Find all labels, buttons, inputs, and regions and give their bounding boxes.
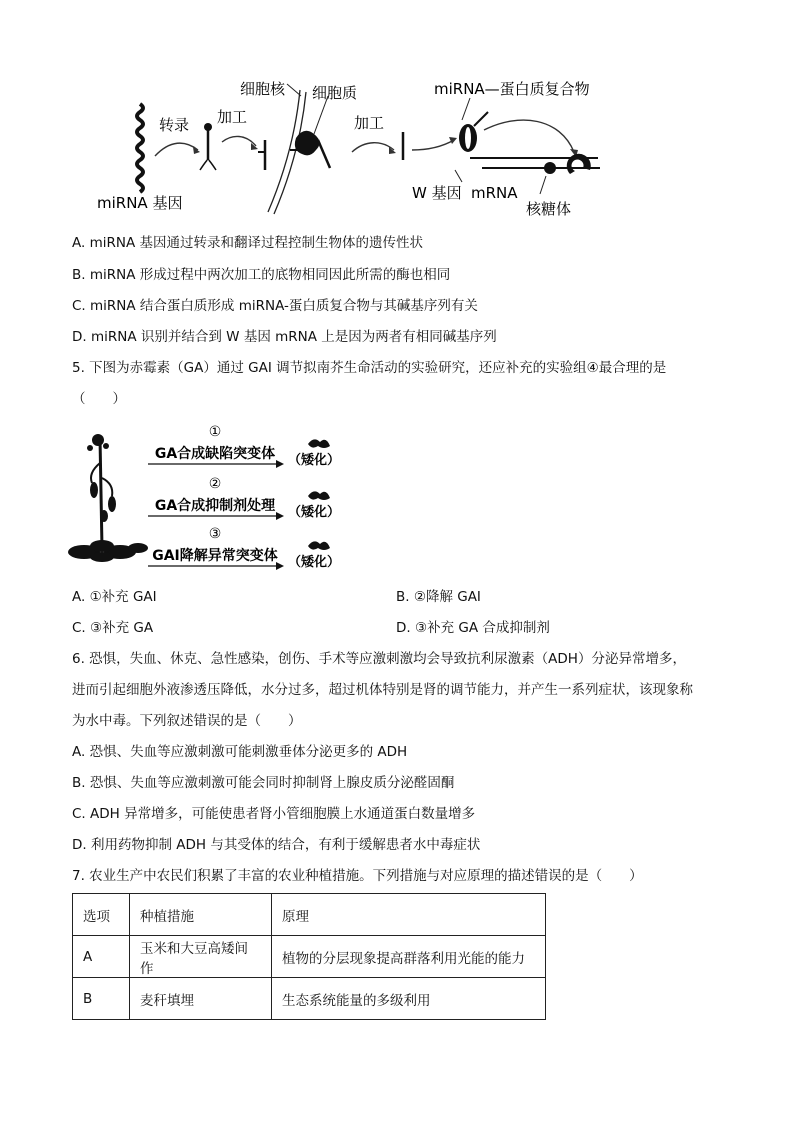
processing-label-2: 加工 xyxy=(354,114,385,132)
nucleus-pointer xyxy=(287,84,301,96)
ribosome-pointer xyxy=(540,176,546,194)
q5-option-d: D. ③补充 GA 合成抑制剂 xyxy=(396,620,550,636)
nucleus-label: 细胞核 xyxy=(240,80,286,98)
q5-option-b: B. ②降解 GAI xyxy=(396,589,481,605)
w-gene-pointer xyxy=(455,170,462,182)
cell-option: B xyxy=(73,978,130,1020)
processing-label-1: 加工 xyxy=(217,108,248,126)
cell-principle: 生态系统能量的多级利用 xyxy=(272,978,546,1020)
q6-stem-line1: 6. 恐惧，失血、休克、急性感染，创伤、手术等应激刺激均会导致抗利尿激素（ADH）分泌异常增多， xyxy=(72,651,686,667)
table-row xyxy=(73,978,546,1020)
dwarf-plant-icon-1 xyxy=(308,439,330,448)
q6-option-b: B. 恐惧、失血等应激刺激可能会同时抑制肾上腺皮质分泌醛固酮 xyxy=(72,775,455,791)
q6-option-c: C. ADH 异常增多，可能使患者肾小管细胞膜上水通道蛋白数量增多 xyxy=(72,806,476,822)
group-2-number: ② xyxy=(208,476,222,492)
q6-option-d: D. 利用药物抑制 ADH 与其受体的结合，有利于缓解患者水中毒症状 xyxy=(72,837,481,853)
transcription-label: 转录 xyxy=(159,116,190,134)
dwarf-plant-icon-3 xyxy=(308,541,330,550)
q5-option-a: A. ①补充 GAI xyxy=(72,589,157,605)
q5-stem-line2: （ ） xyxy=(72,391,126,407)
result-2-label: （矮化） xyxy=(287,505,341,520)
binding-arrow xyxy=(484,120,574,152)
header-option: 选项 xyxy=(73,894,130,936)
q7-stem: 7. 农业生产中农民们积累了丰富的农业种植措施。下列措施与对应原理的描述错误的是（ ） xyxy=(72,868,643,884)
header-measure: 种植措施 xyxy=(130,894,272,936)
q4-option-b: B. miRNA 形成过程中两次加工的底物相同因此所需的酶也相同 xyxy=(72,267,451,283)
result-3-label: （矮化） xyxy=(287,555,341,570)
table-row xyxy=(73,936,546,978)
pre-mirna-icon xyxy=(258,140,266,170)
processing-arrow-2 xyxy=(352,143,394,152)
processing-arrow-1 xyxy=(222,136,256,146)
group-2-label: GA合成抑制剂处理 xyxy=(154,498,276,514)
group-3-number: ③ xyxy=(208,526,222,542)
q6-stem-line2: 进而引起细胞外液渗透压降低，水分过多，超过机体特别是肾的调节能力，并产生一系列症状，该现象称 xyxy=(72,682,693,698)
complex-label: miRNA—蛋白质复合物 xyxy=(434,80,590,98)
mirna-gene-dna-icon xyxy=(137,104,143,192)
arabidopsis-plant-icon xyxy=(68,434,148,562)
group-3-label: GAI降解异常突变体 xyxy=(152,548,278,564)
q4-option-c: C. miRNA 结合蛋白质形成 miRNA-蛋白质复合物与其碱基序列有关 xyxy=(72,298,478,314)
q5-stem-line1: 5. 下图为赤霉素（GA）通过 GAI 调节拟南芥生命活动的实验研究，还应补充的实验组④最合理的是 xyxy=(72,360,667,376)
ribosome-icon xyxy=(544,154,591,174)
w-gene-label: W 基因 xyxy=(412,184,462,202)
primary-mirna-hairpin-icon xyxy=(200,123,216,170)
cell-principle: 植物的分层现象提高群落利用光能的能力 xyxy=(272,936,546,978)
q6-option-a: A. 恐惧、失血等应激刺激可能刺激垂体分泌更多的 ADH xyxy=(72,744,408,760)
complex-pointer xyxy=(462,98,470,120)
dwarf-plant-icon-2 xyxy=(308,491,330,500)
mrna-label: mRNA xyxy=(471,184,518,202)
group-1-number: ① xyxy=(208,424,222,440)
q7-table xyxy=(72,893,546,1020)
mirna-gene-label: miRNA 基因 xyxy=(97,194,183,212)
mirna-pathway-figure xyxy=(0,0,794,230)
q5-option-c: C. ③补充 GA xyxy=(72,620,154,636)
transcription-arrow xyxy=(155,143,198,156)
export-protein-blob-icon xyxy=(290,131,330,168)
assembly-arrow xyxy=(412,140,454,150)
table-header-row xyxy=(73,894,546,936)
ribosome-label: 核糖体 xyxy=(526,200,572,218)
q4-option-a: A. miRNA 基因通过转录和翻译过程控制生物体的遗传性状 xyxy=(72,235,423,251)
ga-experiment-figure xyxy=(60,418,360,578)
result-1-label: （矮化） xyxy=(287,453,341,468)
mirna-protein-complex-icon xyxy=(459,112,488,152)
q4-option-d: D. miRNA 识别并结合到 W 基因 mRNA 上是因为两者有相同碱基序列 xyxy=(72,329,497,345)
header-principle: 原理 xyxy=(272,894,546,936)
group-1-label: GA合成缺陷突变体 xyxy=(154,446,276,462)
cell-measure: 麦秆填埋 xyxy=(130,978,272,1020)
cell-option: A xyxy=(73,936,130,978)
q6-stem-line3: 为水中毒。下列叙述错误的是（ ） xyxy=(72,713,302,729)
cell-measure: 玉米和大豆高矮间作 xyxy=(130,936,272,978)
cytoplasm-label: 细胞质 xyxy=(312,84,358,102)
